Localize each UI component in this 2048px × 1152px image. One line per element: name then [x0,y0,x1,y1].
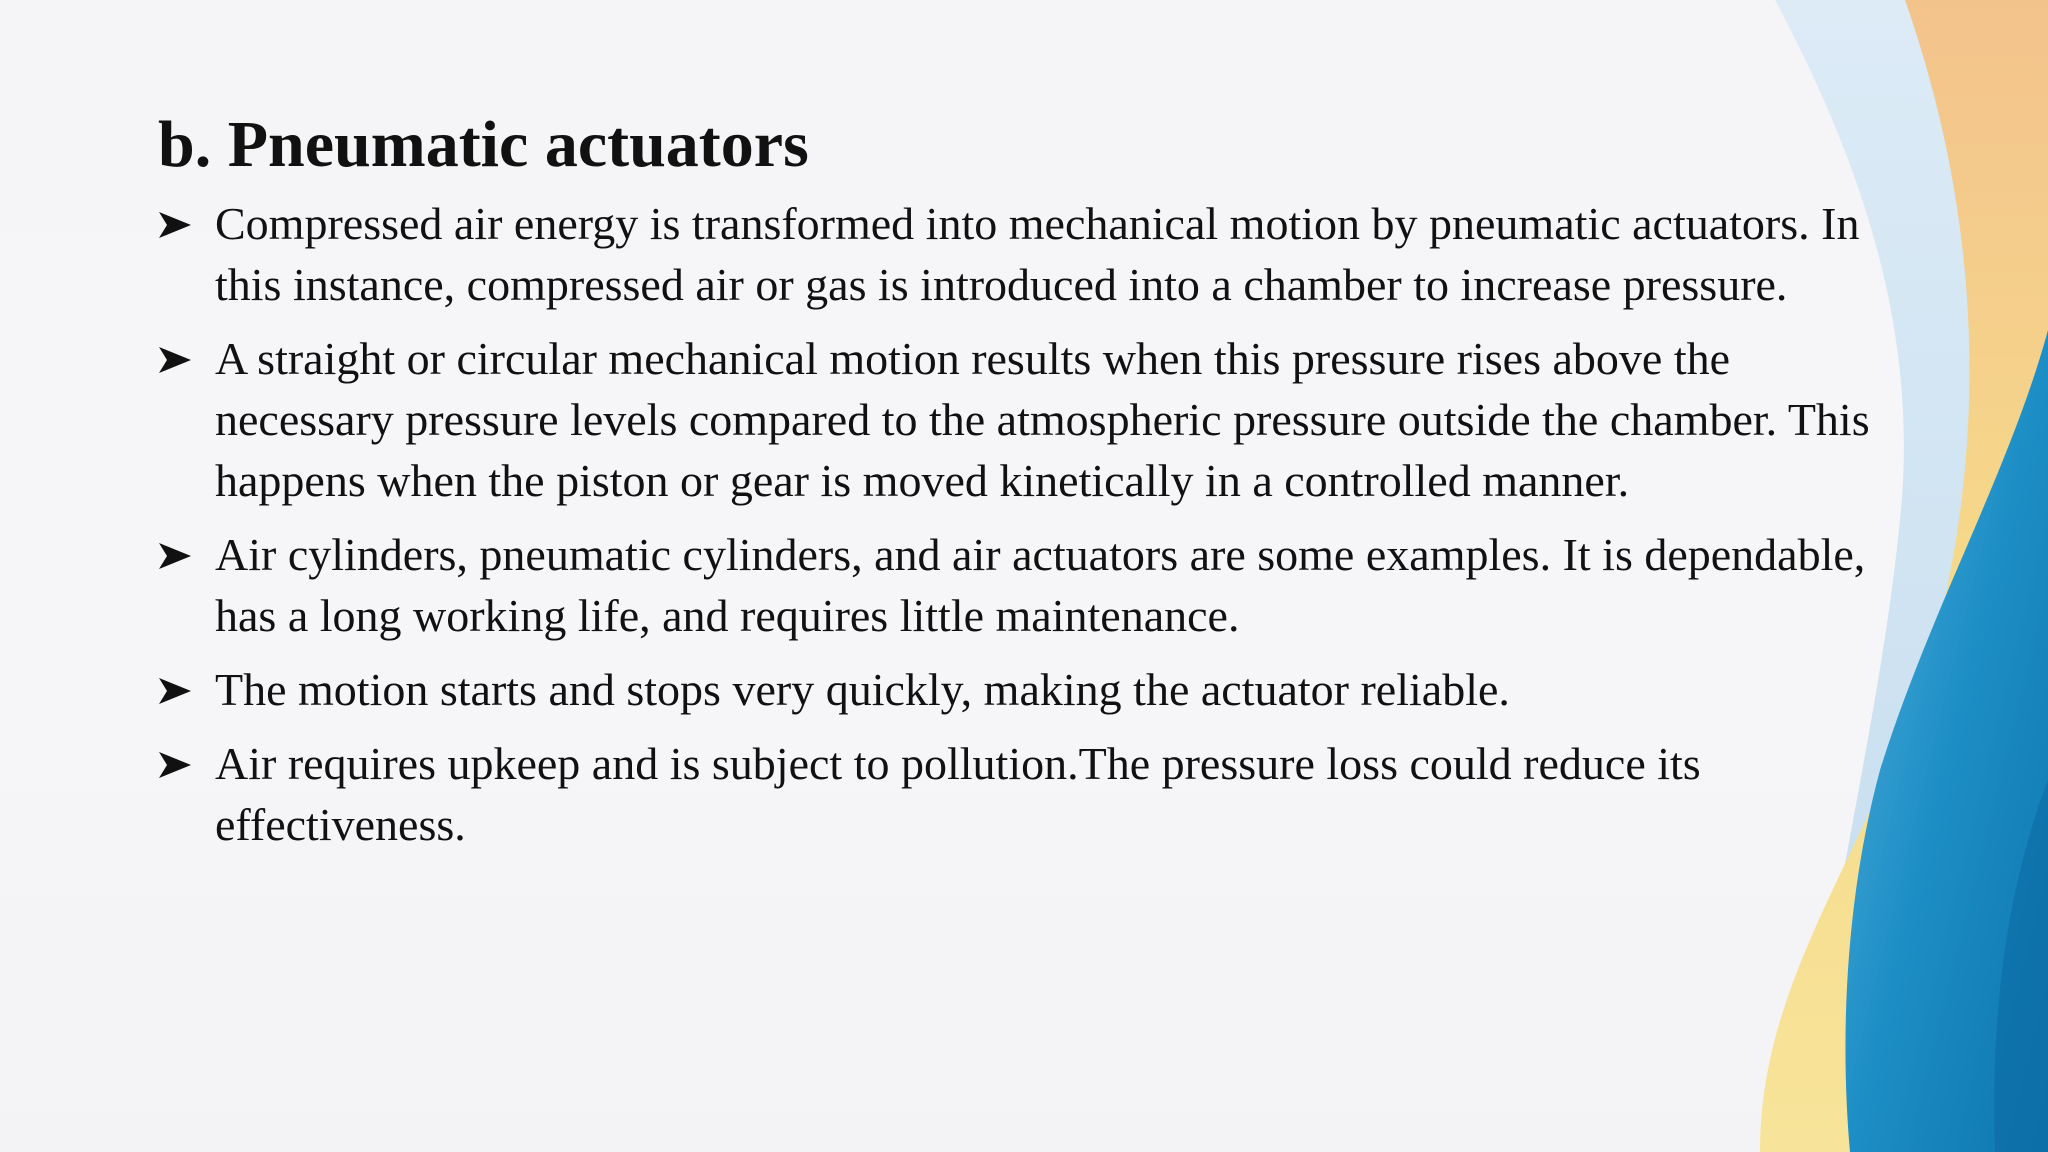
arrowhead-bullet-icon [158,677,192,705]
bullet-text: Air cylinders, pneumatic cylinders, and air actuators are some examples. It is dependable, has a long working life, and requires little maintenance. [215,529,1866,641]
bullet-text: A straight or circular mechanical motion results when this pressure rises above the necessary pressure levels compared to the atmospheric pressure outside the chamber. This happens when the piston or gear is moved kinetically in a controlled manner. [215,333,1870,506]
bullet-text: Air requires upkeep and is subject to pollution.The pressure loss could reduce its effectiveness. [215,738,1701,850]
bullet-item [158,524,1878,646]
bullet-item [158,659,1878,720]
arrowhead-bullet-icon [158,211,192,239]
bullet-text: The motion starts and stops very quickly, making the actuator reliable. [215,664,1510,715]
slide-content [158,105,1878,868]
slide-title: b. Pneumatic actuators [158,108,809,181]
arrowhead-bullet-icon [158,542,192,570]
arrowhead-bullet-icon [158,751,192,779]
arrowhead-bullet-icon [158,346,192,374]
bullet-text: Compressed air energy is transformed into mechanical motion by pneumatic actuators. In this instance, compressed air or gas is introduced into a chamber to increase pressure. [215,198,1860,310]
bullet-item [158,733,1878,855]
bullet-item [158,193,1878,315]
bullet-list [158,193,1878,855]
bullet-item [158,328,1878,511]
